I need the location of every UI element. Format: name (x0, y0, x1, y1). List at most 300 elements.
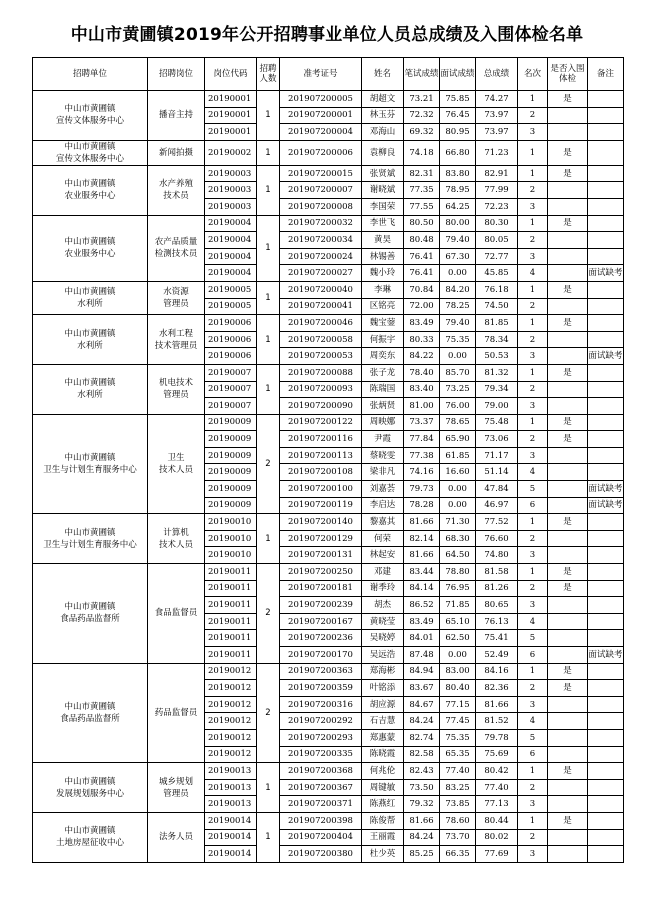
physical-exam-cell: 是 (548, 315, 588, 332)
interview-score-cell: 64.50 (440, 547, 476, 564)
rank-cell: 3 (518, 447, 548, 464)
position-code-cell: 20190013 (205, 779, 257, 796)
interview-score-cell: 65.10 (440, 613, 476, 630)
note-cell (588, 298, 624, 315)
position-code-cell: 20190004 (205, 248, 257, 265)
written-score-cell: 83.49 (404, 613, 440, 630)
note-cell (588, 763, 624, 780)
note-cell (588, 381, 624, 398)
note-cell: 面试缺考 (588, 348, 624, 365)
ticket-cell: 201907200335 (280, 746, 362, 763)
interview-score-cell: 78.80 (440, 564, 476, 581)
note-cell (588, 107, 624, 124)
rank-cell: 3 (518, 796, 548, 813)
rank-cell: 1 (518, 215, 548, 232)
physical-exam-cell: 是 (548, 680, 588, 697)
unit-cell: 中山市黄圃镇 宣传文体服务中心 (33, 140, 148, 165)
written-score-cell: 76.41 (404, 248, 440, 265)
name-cell: 何兆伦 (362, 763, 404, 780)
note-cell (588, 746, 624, 763)
position-code-cell: 20190004 (205, 265, 257, 282)
name-cell: 袁柳良 (362, 140, 404, 165)
written-score-cell: 83.44 (404, 564, 440, 581)
interview-score-cell: 68.30 (440, 530, 476, 547)
quota-cell: 1 (257, 812, 280, 862)
note-cell (588, 232, 624, 249)
position-code-cell: 20190012 (205, 663, 257, 680)
written-score-cell: 70.84 (404, 281, 440, 298)
ticket-cell: 201907200167 (280, 613, 362, 630)
note-cell (588, 91, 624, 108)
name-cell: 陈晓霞 (362, 746, 404, 763)
name-cell: 黄昊 (362, 232, 404, 249)
quota-cell: 1 (257, 514, 280, 564)
written-score-cell: 81.00 (404, 398, 440, 415)
total-score-cell: 76.18 (476, 281, 518, 298)
rank-cell: 3 (518, 398, 548, 415)
written-score-cell: 77.84 (404, 431, 440, 448)
total-score-cell: 81.32 (476, 364, 518, 381)
name-cell: 黎嘉其 (362, 514, 404, 531)
rank-cell: 1 (518, 315, 548, 332)
unit-cell: 中山市黄圃镇 食品药品监督所 (33, 663, 148, 763)
interview-score-cell: 0.00 (440, 348, 476, 365)
total-score-cell: 79.00 (476, 398, 518, 415)
position-code-cell: 20190007 (205, 364, 257, 381)
name-cell: 石吉慧 (362, 713, 404, 730)
note-cell (588, 464, 624, 481)
header-interview: 面试成绩 (440, 58, 476, 91)
written-score-cell: 73.37 (404, 414, 440, 431)
unit-cell: 中山市黄圃镇 卫生与计划生育服务中心 (33, 514, 148, 564)
name-cell: 谢季玲 (362, 580, 404, 597)
note-cell (588, 514, 624, 531)
rank-cell: 6 (518, 746, 548, 763)
position-code-cell: 20190004 (205, 215, 257, 232)
total-score-cell: 47.84 (476, 481, 518, 498)
written-score-cell: 84.22 (404, 348, 440, 365)
name-cell: 张炳贤 (362, 398, 404, 415)
name-cell: 梁非凡 (362, 464, 404, 481)
physical-exam-cell (548, 779, 588, 796)
position-code-cell: 20190012 (205, 713, 257, 730)
total-score-cell: 79.34 (476, 381, 518, 398)
unit-cell: 中山市黄圃镇 食品药品监督所 (33, 564, 148, 664)
rank-cell: 2 (518, 232, 548, 249)
name-cell: 陈燕红 (362, 796, 404, 813)
interview-score-cell: 80.40 (440, 680, 476, 697)
position-code-cell: 20190003 (205, 165, 257, 182)
written-score-cell: 77.38 (404, 447, 440, 464)
table-row (33, 281, 624, 298)
position-code-cell: 20190011 (205, 613, 257, 630)
ticket-cell: 201907200027 (280, 265, 362, 282)
interview-score-cell: 77.15 (440, 696, 476, 713)
note-cell (588, 530, 624, 547)
rank-cell: 3 (518, 846, 548, 863)
ticket-cell: 201907200367 (280, 779, 362, 796)
position-code-cell: 20190014 (205, 846, 257, 863)
position-cell: 城乡规划 管理员 (148, 763, 205, 813)
physical-exam-cell (548, 381, 588, 398)
note-cell (588, 829, 624, 846)
note-cell (588, 663, 624, 680)
physical-exam-cell: 是 (548, 364, 588, 381)
written-score-cell: 78.28 (404, 497, 440, 514)
physical-exam-cell (548, 796, 588, 813)
physical-exam-cell: 是 (548, 215, 588, 232)
interview-score-cell: 0.00 (440, 481, 476, 498)
quota-cell: 1 (257, 165, 280, 215)
name-cell: 李启达 (362, 497, 404, 514)
total-score-cell: 52.49 (476, 647, 518, 664)
name-cell: 区铭亮 (362, 298, 404, 315)
name-cell: 谢晓斌 (362, 182, 404, 199)
name-cell: 李琳 (362, 281, 404, 298)
quota-cell: 1 (257, 91, 280, 141)
total-score-cell: 77.69 (476, 846, 518, 863)
note-cell (588, 182, 624, 199)
note-cell (588, 447, 624, 464)
interview-score-cell: 75.35 (440, 729, 476, 746)
ticket-cell: 201907200058 (280, 331, 362, 348)
interview-score-cell: 65.90 (440, 431, 476, 448)
position-code-cell: 20190014 (205, 829, 257, 846)
written-score-cell: 79.32 (404, 796, 440, 813)
total-score-cell: 80.30 (476, 215, 518, 232)
position-cell: 药品监督员 (148, 663, 205, 763)
physical-exam-cell (548, 746, 588, 763)
physical-exam-cell (548, 265, 588, 282)
name-cell: 陈瑞国 (362, 381, 404, 398)
note-cell (588, 364, 624, 381)
total-score-cell: 51.14 (476, 464, 518, 481)
name-cell: 吴晓婷 (362, 630, 404, 647)
note-cell (588, 414, 624, 431)
rank-cell: 4 (518, 713, 548, 730)
ticket-cell: 201907200005 (280, 91, 362, 108)
physical-exam-cell: 是 (548, 281, 588, 298)
ticket-cell: 201907200100 (280, 481, 362, 498)
interview-score-cell: 85.70 (440, 364, 476, 381)
note-cell (588, 713, 624, 730)
physical-exam-cell (548, 182, 588, 199)
interview-score-cell: 79.40 (440, 232, 476, 249)
position-cell: 机电技术 管理员 (148, 364, 205, 414)
physical-exam-cell (548, 713, 588, 730)
written-score-cell: 84.24 (404, 829, 440, 846)
physical-exam-cell (548, 348, 588, 365)
header-written: 笔试成绩 (404, 58, 440, 91)
note-cell (588, 580, 624, 597)
header-quota: 招聘人数 (257, 58, 280, 91)
total-score-cell: 72.23 (476, 198, 518, 215)
physical-exam-cell (548, 298, 588, 315)
ticket-cell: 201907200140 (280, 514, 362, 531)
ticket-cell: 201907200040 (280, 281, 362, 298)
physical-exam-cell (548, 232, 588, 249)
total-score-cell: 81.85 (476, 315, 518, 332)
interview-score-cell: 73.85 (440, 796, 476, 813)
quota-cell: 1 (257, 364, 280, 414)
interview-score-cell: 61.85 (440, 447, 476, 464)
name-cell: 张贤斌 (362, 165, 404, 182)
name-cell: 胡杰 (362, 597, 404, 614)
name-cell: 何振宇 (362, 331, 404, 348)
position-code-cell: 20190009 (205, 464, 257, 481)
note-cell (588, 729, 624, 746)
rank-cell: 2 (518, 680, 548, 697)
table-row (33, 514, 624, 531)
interview-score-cell: 76.45 (440, 107, 476, 124)
written-score-cell: 87.48 (404, 647, 440, 664)
rank-cell: 3 (518, 198, 548, 215)
physical-exam-cell (548, 597, 588, 614)
name-cell: 何荣 (362, 530, 404, 547)
position-code-cell: 20190012 (205, 746, 257, 763)
interview-score-cell: 66.80 (440, 140, 476, 165)
table-row (33, 364, 624, 381)
physical-exam-cell: 是 (548, 91, 588, 108)
position-code-cell: 20190009 (205, 497, 257, 514)
ticket-cell: 201907200008 (280, 198, 362, 215)
rank-cell: 2 (518, 107, 548, 124)
rank-cell: 1 (518, 140, 548, 165)
interview-score-cell: 78.65 (440, 414, 476, 431)
physical-exam-cell (548, 198, 588, 215)
interview-score-cell: 75.85 (440, 91, 476, 108)
physical-exam-cell (548, 530, 588, 547)
interview-score-cell: 80.00 (440, 215, 476, 232)
interview-score-cell: 76.00 (440, 398, 476, 415)
rank-cell: 1 (518, 281, 548, 298)
rank-cell: 2 (518, 182, 548, 199)
note-cell (588, 431, 624, 448)
position-code-cell: 20190014 (205, 812, 257, 829)
unit-cell: 中山市黄圃镇 水利所 (33, 364, 148, 414)
ticket-cell: 201907200046 (280, 315, 362, 332)
total-score-cell: 81.26 (476, 580, 518, 597)
header-physical: 是否入围体检 (548, 58, 588, 91)
total-score-cell: 84.16 (476, 663, 518, 680)
rank-cell: 1 (518, 663, 548, 680)
interview-score-cell: 73.25 (440, 381, 476, 398)
rank-cell: 5 (518, 481, 548, 498)
ticket-cell: 201907200398 (280, 812, 362, 829)
written-score-cell: 82.31 (404, 165, 440, 182)
interview-score-cell: 66.35 (440, 846, 476, 863)
note-cell (588, 140, 624, 165)
rank-cell: 5 (518, 729, 548, 746)
position-code-cell: 20190005 (205, 281, 257, 298)
note-cell (588, 398, 624, 415)
rank-cell: 2 (518, 298, 548, 315)
physical-exam-cell (548, 696, 588, 713)
position-code-cell: 20190006 (205, 331, 257, 348)
interview-score-cell: 73.70 (440, 829, 476, 846)
table-row (33, 140, 624, 165)
interview-score-cell: 16.60 (440, 464, 476, 481)
header-row (33, 58, 624, 91)
quota-cell: 1 (257, 281, 280, 314)
total-score-cell: 73.97 (476, 124, 518, 141)
ticket-cell: 201907200088 (280, 364, 362, 381)
ticket-cell: 201907200116 (280, 431, 362, 448)
position-cell: 水产养殖 技术员 (148, 165, 205, 215)
interview-score-cell: 78.60 (440, 812, 476, 829)
physical-exam-cell: 是 (548, 812, 588, 829)
physical-exam-cell (548, 464, 588, 481)
written-score-cell: 84.24 (404, 713, 440, 730)
rank-cell: 1 (518, 414, 548, 431)
note-cell (588, 846, 624, 863)
interview-score-cell: 0.00 (440, 497, 476, 514)
total-score-cell: 77.13 (476, 796, 518, 813)
physical-exam-cell (548, 613, 588, 630)
position-code-cell: 20190009 (205, 447, 257, 464)
note-cell (588, 630, 624, 647)
ticket-cell: 201907200131 (280, 547, 362, 564)
unit-cell: 中山市黄圃镇 卫生与计划生育服务中心 (33, 414, 148, 514)
ticket-cell: 201907200034 (280, 232, 362, 249)
note-cell (588, 564, 624, 581)
ticket-cell: 201907200404 (280, 829, 362, 846)
name-cell: 林玉芬 (362, 107, 404, 124)
ticket-cell: 201907200239 (280, 597, 362, 614)
ticket-cell: 201907200292 (280, 713, 362, 730)
position-cell: 卫生 技术人员 (148, 414, 205, 514)
written-score-cell: 83.49 (404, 315, 440, 332)
name-cell: 邓建 (362, 564, 404, 581)
ticket-cell: 201907200122 (280, 414, 362, 431)
table-body (33, 91, 624, 863)
total-score-cell: 45.85 (476, 265, 518, 282)
total-score-cell: 77.40 (476, 779, 518, 796)
position-code-cell: 20190001 (205, 124, 257, 141)
table-row (33, 812, 624, 829)
ticket-cell: 201907200004 (280, 124, 362, 141)
name-cell: 吴远浩 (362, 647, 404, 664)
position-code-cell: 20190009 (205, 414, 257, 431)
total-score-cell: 82.36 (476, 680, 518, 697)
header-unit: 招聘单位 (33, 58, 148, 91)
position-code-cell: 20190009 (205, 431, 257, 448)
rank-cell: 3 (518, 696, 548, 713)
interview-score-cell: 71.85 (440, 597, 476, 614)
table-row (33, 315, 624, 332)
position-cell: 法务人员 (148, 812, 205, 862)
position-code-cell: 20190004 (205, 232, 257, 249)
position-code-cell: 20190012 (205, 680, 257, 697)
total-score-cell: 81.52 (476, 713, 518, 730)
position-code-cell: 20190003 (205, 198, 257, 215)
note-cell (588, 124, 624, 141)
total-score-cell: 46.97 (476, 497, 518, 514)
total-score-cell: 78.34 (476, 331, 518, 348)
quota-cell: 2 (257, 564, 280, 664)
note-cell: 面试缺考 (588, 481, 624, 498)
table-row (33, 564, 624, 581)
name-cell: 林起安 (362, 547, 404, 564)
header-position-code: 岗位代码 (205, 58, 257, 91)
total-score-cell: 74.80 (476, 547, 518, 564)
ticket-cell: 201907200129 (280, 530, 362, 547)
physical-exam-cell: 是 (548, 140, 588, 165)
unit-cell: 中山市黄圃镇 农业服务中心 (33, 215, 148, 281)
written-score-cell: 80.48 (404, 232, 440, 249)
interview-score-cell: 71.30 (440, 514, 476, 531)
rank-cell: 1 (518, 91, 548, 108)
ticket-cell: 201907200053 (280, 348, 362, 365)
total-score-cell: 79.78 (476, 729, 518, 746)
rank-cell: 3 (518, 248, 548, 265)
unit-cell: 中山市黄圃镇 发展规划服务中心 (33, 763, 148, 813)
rank-cell: 1 (518, 564, 548, 581)
written-score-cell: 80.33 (404, 331, 440, 348)
unit-cell: 中山市黄圃镇 水利所 (33, 281, 148, 314)
position-code-cell: 20190013 (205, 763, 257, 780)
quota-cell: 2 (257, 663, 280, 763)
total-score-cell: 81.58 (476, 564, 518, 581)
written-score-cell: 82.14 (404, 530, 440, 547)
physical-exam-cell: 是 (548, 580, 588, 597)
interview-score-cell: 62.50 (440, 630, 476, 647)
total-score-cell: 80.05 (476, 232, 518, 249)
header-ticket: 准考证号 (280, 58, 362, 91)
ticket-cell: 201907200006 (280, 140, 362, 165)
written-score-cell: 69.32 (404, 124, 440, 141)
header-total: 总成绩 (476, 58, 518, 91)
written-score-cell: 81.66 (404, 812, 440, 829)
total-score-cell: 77.99 (476, 182, 518, 199)
physical-exam-cell (548, 331, 588, 348)
interview-score-cell: 76.95 (440, 580, 476, 597)
note-cell: 面试缺考 (588, 265, 624, 282)
total-score-cell: 71.17 (476, 447, 518, 464)
position-code-cell: 20190001 (205, 91, 257, 108)
quota-cell: 1 (257, 215, 280, 281)
position-code-cell: 20190005 (205, 298, 257, 315)
interview-score-cell: 84.20 (440, 281, 476, 298)
physical-exam-cell (548, 481, 588, 498)
position-cell: 农产品质量 检测技术员 (148, 215, 205, 281)
ticket-cell: 201907200024 (280, 248, 362, 265)
total-score-cell: 76.13 (476, 613, 518, 630)
quota-cell: 2 (257, 414, 280, 514)
name-cell: 胡应源 (362, 696, 404, 713)
total-score-cell: 80.42 (476, 763, 518, 780)
unit-cell: 中山市黄圃镇 土地房屋征收中心 (33, 812, 148, 862)
ticket-cell: 201907200363 (280, 663, 362, 680)
rank-cell: 2 (518, 530, 548, 547)
note-cell (588, 597, 624, 614)
physical-exam-cell (548, 248, 588, 265)
rank-cell: 5 (518, 630, 548, 647)
ticket-cell: 201907200108 (280, 464, 362, 481)
physical-exam-cell (548, 729, 588, 746)
note-cell (588, 215, 624, 232)
header-name: 姓名 (362, 58, 404, 91)
position-cell: 食品监督员 (148, 564, 205, 664)
name-cell: 郑海彬 (362, 663, 404, 680)
position-code-cell: 20190010 (205, 514, 257, 531)
rank-cell: 4 (518, 464, 548, 481)
total-score-cell: 73.06 (476, 431, 518, 448)
ticket-cell: 201907200170 (280, 647, 362, 664)
interview-score-cell: 0.00 (440, 647, 476, 664)
ticket-cell: 201907200359 (280, 680, 362, 697)
header-note: 备注 (588, 58, 624, 91)
